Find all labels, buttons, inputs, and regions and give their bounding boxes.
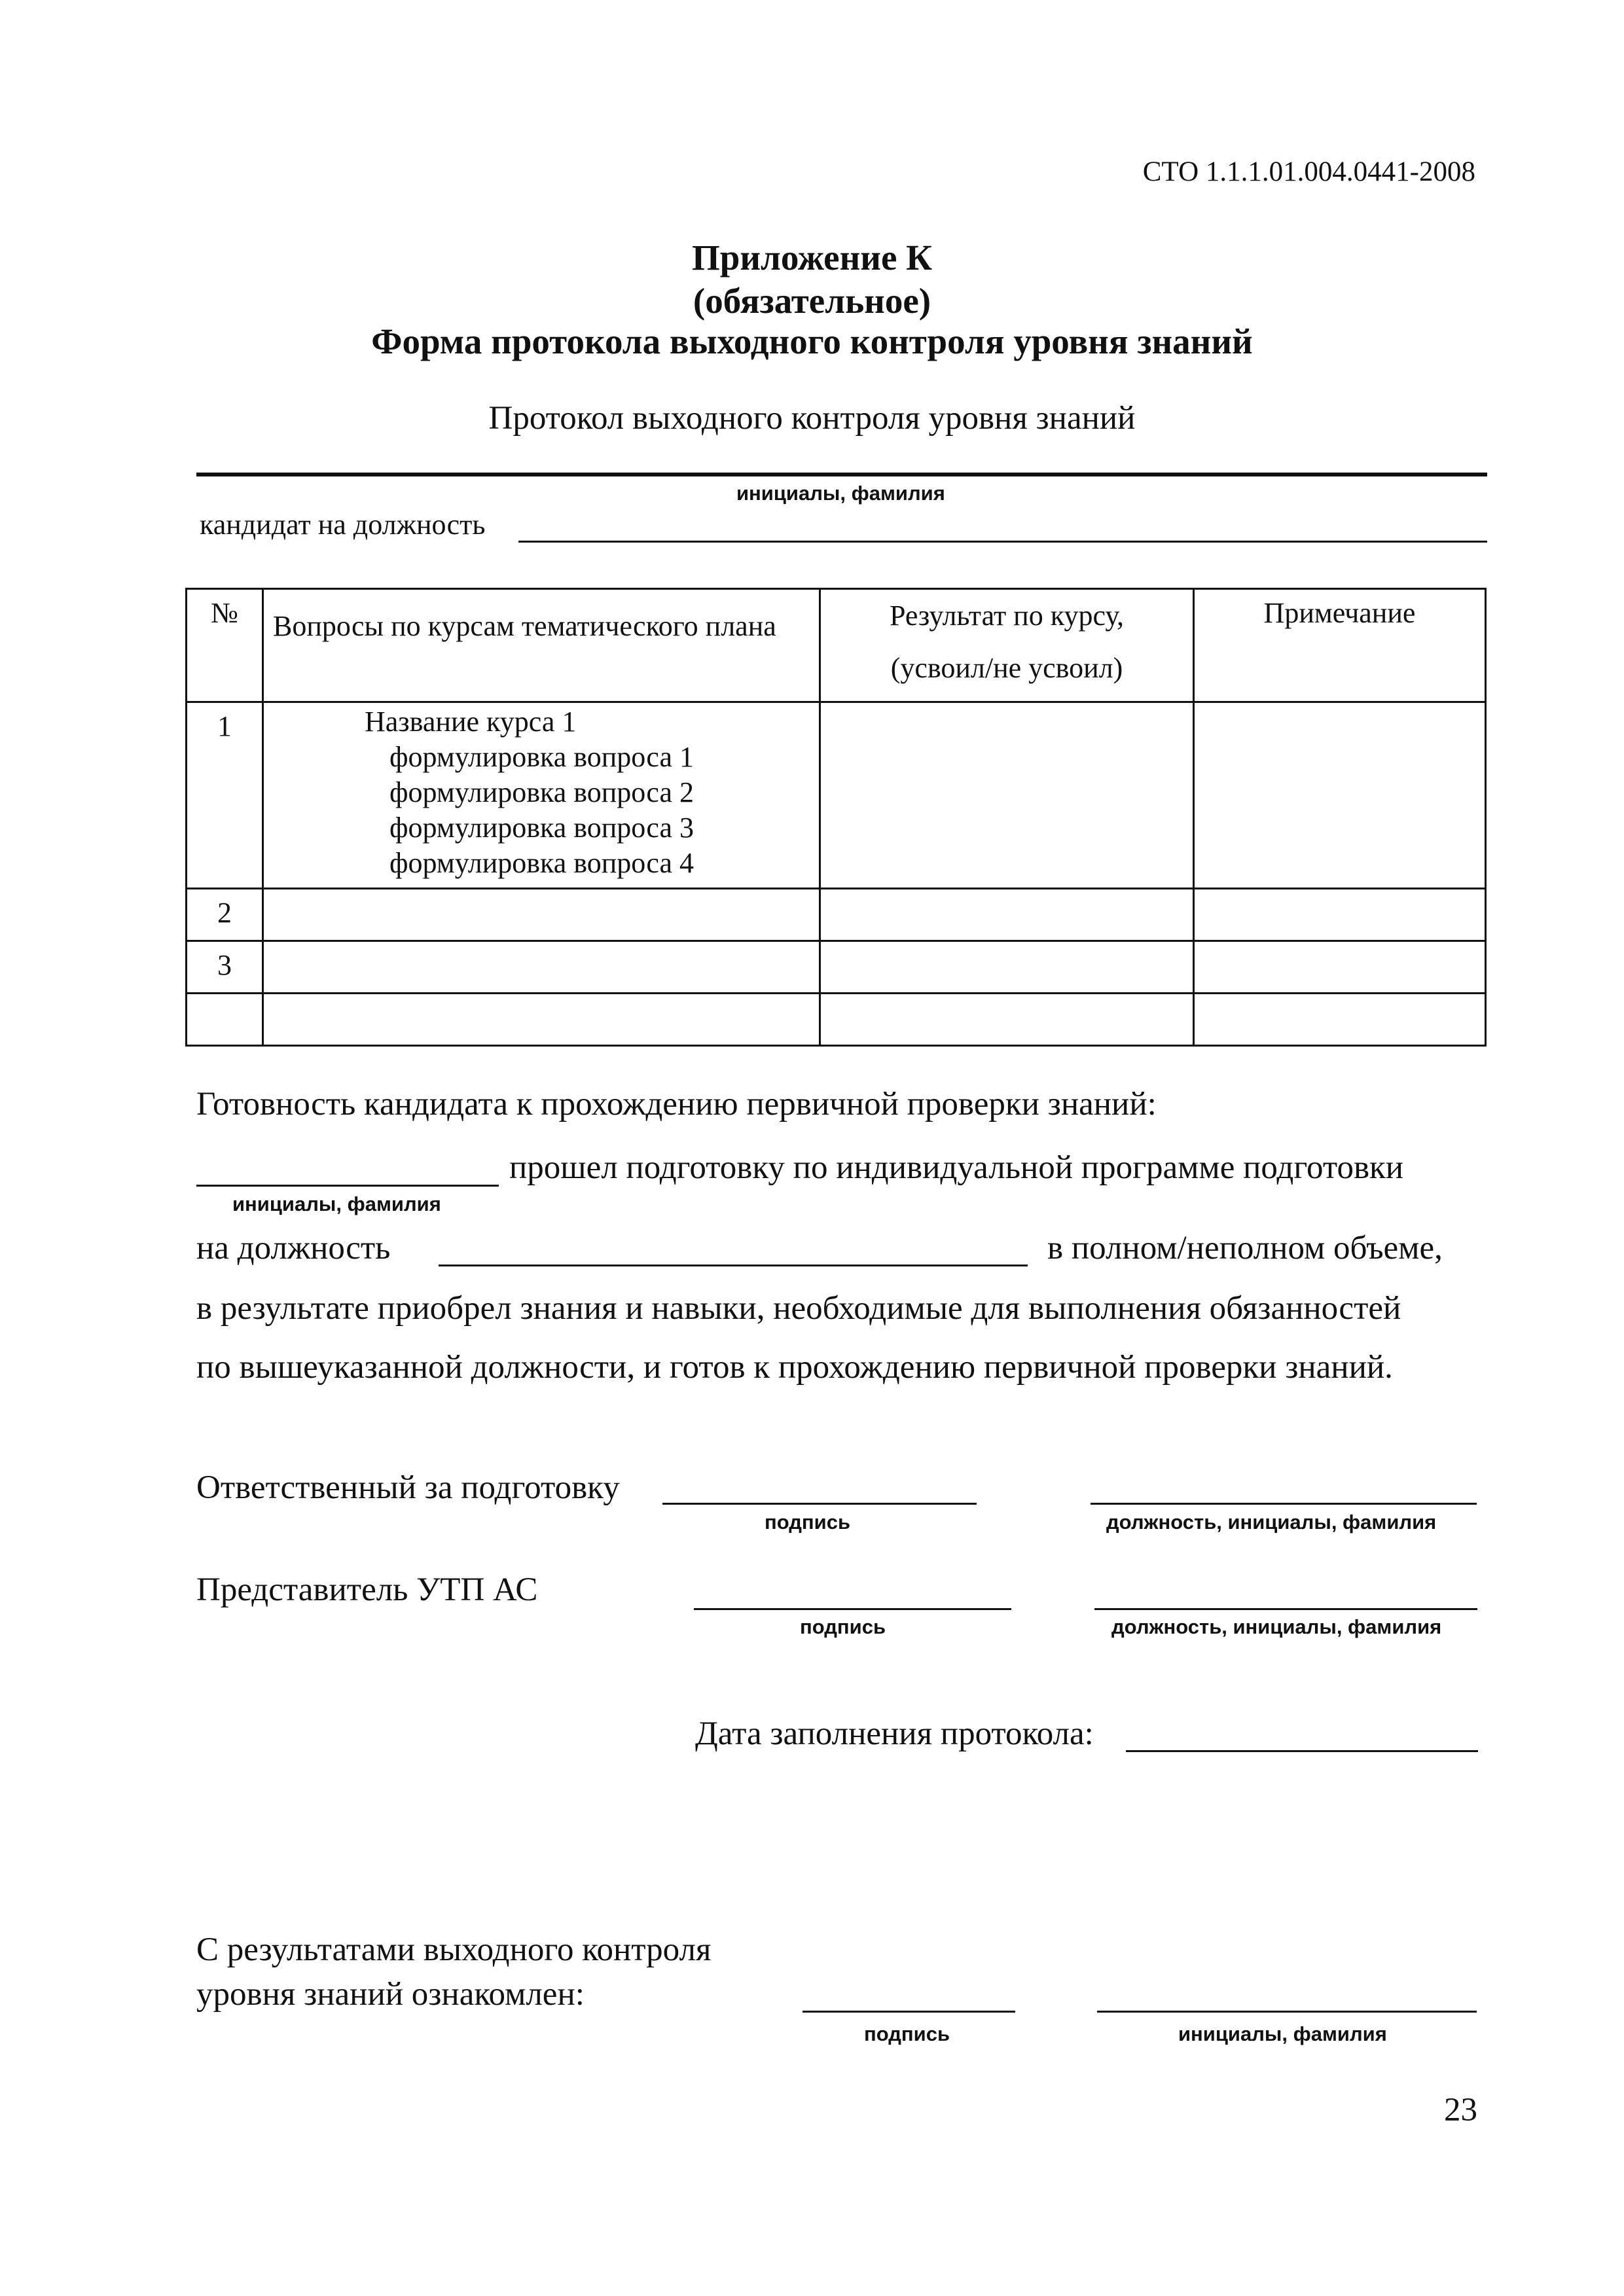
appendix-status: (обязательное) <box>693 281 931 321</box>
table-row <box>187 702 1486 889</box>
table-row <box>187 941 1486 994</box>
question-item: формулировка вопроса 2 <box>389 776 694 808</box>
representative-position-caption: должность, инициалы, фамилия <box>1111 1615 1442 1638</box>
acknowledgement-initials-line <box>1097 2011 1477 2013</box>
note-cell[interactable] <box>1194 889 1486 941</box>
readiness-line-3: в результате приобрел знания и навыки, необходимые для выполнения обязанностей <box>196 1290 1401 1327</box>
note-cell[interactable] <box>1194 994 1486 1046</box>
representative-position-line <box>1094 1608 1477 1610</box>
candidate-position-line <box>518 541 1487 543</box>
course-name: Название курса 1 <box>365 706 577 738</box>
header-result-line2: (усвоил/не усвоил) <box>890 652 1123 684</box>
responsible-label: Ответственный за подготовку <box>196 1469 620 1506</box>
page-number: 23 <box>1444 2092 1477 2128</box>
responsible-signature-line <box>662 1503 977 1505</box>
header-result <box>820 589 1194 702</box>
representative-signature-line <box>694 1608 1011 1610</box>
date-line <box>1126 1750 1478 1752</box>
row-number: 2 <box>187 889 263 941</box>
candidate-label: кандидат на должность <box>200 509 486 541</box>
form-title: Форма протокола выходного контроля уровня знаний <box>371 321 1253 361</box>
course-cell[interactable] <box>263 994 820 1046</box>
result-cell[interactable] <box>820 941 1194 994</box>
appendix-title: Приложение К <box>691 238 933 278</box>
name-line <box>196 473 1487 476</box>
result-cell[interactable] <box>820 994 1194 1046</box>
acknowledgement-signature-caption: подпись <box>864 2022 950 2045</box>
scope-text: в полном/неполном объеме, <box>1047 1230 1443 1266</box>
question-item: формулировка вопроса 1 <box>389 741 694 773</box>
results-table <box>185 588 1487 1047</box>
responsible-signature-caption: подпись <box>765 1511 851 1534</box>
trainee-initials-caption: инициалы, фамилия <box>232 1193 441 1215</box>
trainee-position-line <box>439 1265 1028 1266</box>
table-header-row <box>187 589 1486 702</box>
trainee-name-line <box>196 1185 499 1187</box>
course-cell[interactable] <box>263 889 820 941</box>
course-cell[interactable] <box>263 941 820 994</box>
representative-label: Представитель УТП АС <box>196 1571 538 1608</box>
acknowledgement-signature-line <box>803 2011 1015 2013</box>
result-cell[interactable] <box>820 889 1194 941</box>
protocol-title: Протокол выходного контроля уровня знаний <box>488 400 1136 437</box>
passed-text: прошел подготовку по индивидуальной программе подготовки <box>509 1149 1404 1186</box>
date-label: Дата заполнения протокола: <box>695 1715 1094 1752</box>
header-questions: Вопросы по курсам тематического плана <box>263 589 820 702</box>
responsible-position-line <box>1091 1503 1477 1505</box>
acknowledgement-line-2: уровня знаний ознакомлен: <box>196 1976 585 2013</box>
position-label: на должность <box>196 1230 391 1266</box>
question-item: формулировка вопроса 4 <box>389 847 694 879</box>
course-cell <box>263 702 820 889</box>
header-result-line1: Результат по курсу, <box>889 600 1125 632</box>
representative-signature-caption: подпись <box>800 1615 886 1638</box>
initials-caption: инициалы, фамилия <box>736 482 945 505</box>
responsible-position-caption: должность, инициалы, фамилия <box>1106 1511 1437 1534</box>
note-cell[interactable] <box>1194 702 1486 889</box>
readiness-heading: Готовность кандидата к прохождению первичной проверки знаний: <box>196 1086 1157 1122</box>
result-cell[interactable] <box>820 702 1194 889</box>
table-row <box>187 889 1486 941</box>
note-cell[interactable] <box>1194 941 1486 994</box>
readiness-line-4: по вышеуказанной должности, и готов к прохождению первичной проверки знаний. <box>196 1349 1393 1386</box>
table-row <box>187 994 1486 1046</box>
row-number: 3 <box>187 941 263 994</box>
header-number: № <box>187 589 263 702</box>
question-item: формулировка вопроса 3 <box>389 812 694 844</box>
row-number <box>187 994 263 1046</box>
header-note: Примечание <box>1194 589 1486 702</box>
acknowledgement-initials-caption: инициалы, фамилия <box>1178 2022 1387 2045</box>
acknowledgement-line-1: С результатами выходного контроля <box>196 1931 712 1968</box>
row-number: 1 <box>187 702 263 889</box>
document-code: СТО 1.1.1.01.004.0441-2008 <box>1142 156 1475 187</box>
